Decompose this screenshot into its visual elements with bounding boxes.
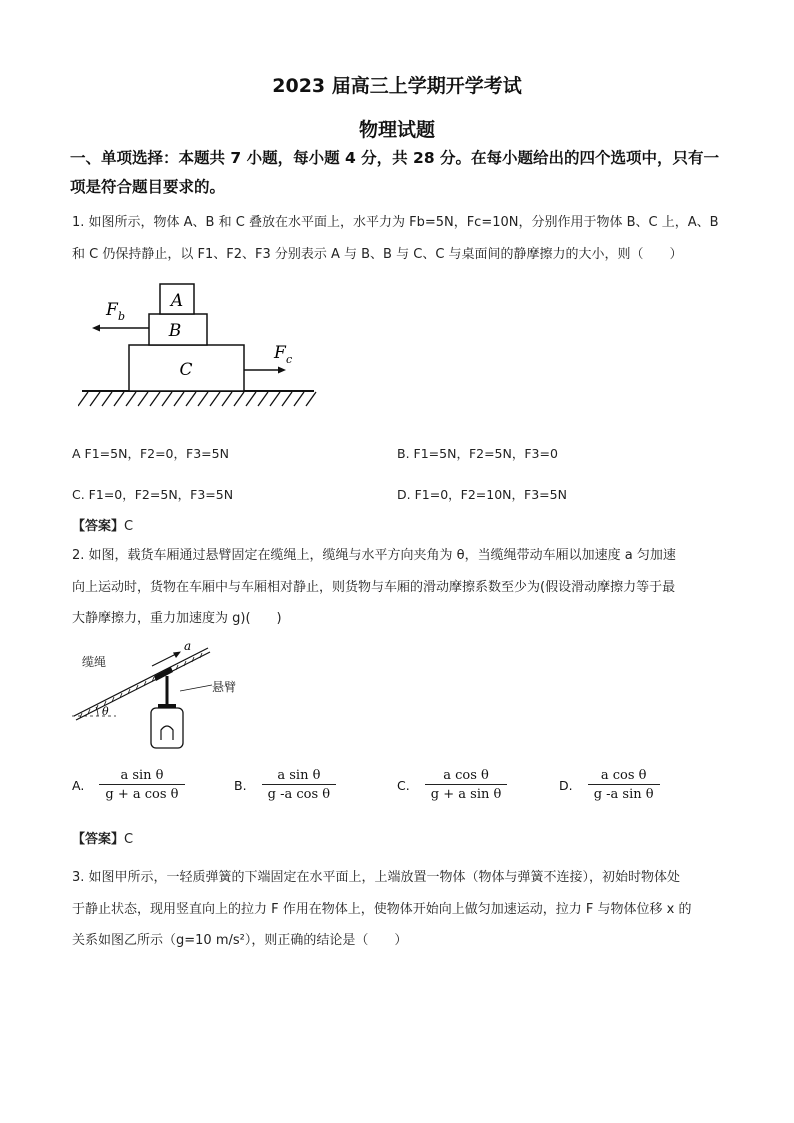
arm-label: 悬臂	[212, 680, 237, 694]
answer-line	[72, 515, 133, 534]
force-c-label: F	[274, 343, 286, 363]
fraction	[425, 768, 508, 802]
figure-stacked-blocks	[78, 278, 318, 413]
fraction	[262, 768, 336, 802]
fraction-numerator: a cos θ	[425, 768, 508, 785]
answer-line	[72, 828, 133, 847]
answer-label: 【答案】	[72, 832, 125, 847]
option-c: C. F1=0，F2=5N，F3=5N	[72, 487, 234, 502]
block-c-label: C	[179, 360, 193, 380]
question-line: 3. 如图甲所示，一轻质弹簧的下端固定在水平面上，上端放置一物体（物体与弹簧不连接），初始时物体处	[72, 870, 681, 885]
question-line: 大静摩擦力，重力加速度为 g)( )	[72, 611, 282, 626]
question-line: 关系如图乙所示（g=10 m/s²），则正确的结论是（ ）	[72, 933, 408, 948]
q2-option-d	[559, 768, 660, 802]
force-b-subscript: b	[118, 310, 126, 323]
q2-option-c	[397, 768, 507, 802]
acceleration-arrow	[152, 654, 176, 666]
force-b-label: F	[106, 300, 118, 320]
question-line: 向上运动时，货物在车厢中与车厢相对静止，则货物与车厢的滑动摩擦系数至少为(假设滑动摩擦力等于最	[72, 579, 676, 595]
answer-value: C	[124, 832, 134, 847]
arm-label-leader	[180, 682, 214, 692]
question-2-stem	[72, 540, 724, 635]
block-a-label: A	[170, 291, 184, 311]
fraction-numerator: a cos θ	[588, 768, 660, 785]
question-line: 和 C 仍保持静止，以 F1、F2、F3 分别表示 A 与 B、B 与 C、C 与桌面间的静摩擦力的大小，则（ ）	[72, 246, 683, 262]
angle-label: θ	[102, 705, 109, 718]
fraction	[588, 768, 660, 802]
question-line: 2. 如图，载货车厢通过悬臂固定在缆绳上，缆绳与水平方向夹角为 θ，当缆绳带动车厢以加速度 a 匀加速	[72, 548, 676, 563]
rope-label: 缆绳	[82, 655, 107, 669]
fraction-numerator: a sin θ	[99, 768, 184, 785]
fraction-denominator: g + a sin θ	[430, 787, 502, 802]
arm-leader-line	[180, 685, 212, 691]
option-letter: C.	[397, 777, 410, 793]
fraction-denominator: g -a cos θ	[267, 787, 331, 802]
question-line: 1. 如图所示，物体 A、B 和 C 叠放在水平面上，水平力为 Fb=5N，Fc=10N，分别作用于物体 B、C 上，A、B	[72, 215, 719, 230]
section-heading	[70, 144, 730, 202]
q2-option-b	[234, 768, 336, 802]
fraction-numerator: a sin θ	[262, 768, 336, 785]
option-d: D. F1=0，F2=10N，F3=5N	[397, 487, 567, 502]
cargo-car	[151, 708, 183, 748]
acceleration-label: a	[184, 639, 192, 653]
question-line: 于静止状态，现用竖直向上的拉力 F 作用在物体上，使物体开始向上做匀加速运动，拉力 F 与物体位移 x 的	[72, 901, 692, 917]
page-subtitle: 物理试题	[358, 119, 435, 141]
q2-option-a	[72, 768, 185, 802]
question-3-stem	[72, 862, 724, 957]
option-letter: B.	[234, 777, 247, 793]
option-b: B. F1=5N，F2=5N，F3=0	[397, 446, 558, 461]
ground-hatching	[78, 392, 316, 406]
section-heading-line: 项是符合题目要求的。	[70, 178, 226, 196]
page-title: 2023 届高三上学期开学考试	[272, 75, 522, 97]
fraction-denominator: g + a cos θ	[105, 787, 179, 802]
question-1-stem	[72, 207, 724, 270]
force-c-arrowhead	[278, 367, 286, 374]
force-c-subscript: c	[286, 353, 293, 366]
fraction	[99, 768, 184, 802]
option-a: A F1=5N，F2=0，F3=5N	[72, 446, 229, 461]
fraction-denominator: g -a sin θ	[593, 787, 654, 802]
section-heading-line: 一、单项选择：本题共 7 小题，每小题 4 分，共 28 分。在每小题给出的四个选项中，只有一	[70, 149, 720, 167]
answer-value: C	[124, 519, 134, 534]
option-letter: A.	[72, 777, 85, 793]
force-b-arrowhead	[92, 325, 100, 332]
answer-label: 【答案】	[72, 519, 125, 534]
block-b-label: B	[168, 321, 182, 341]
option-letter: D.	[559, 777, 573, 793]
